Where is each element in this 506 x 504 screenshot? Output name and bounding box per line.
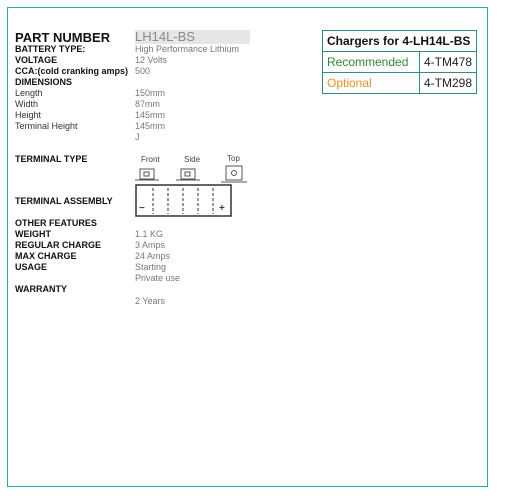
feature-value: Starting: [135, 262, 167, 272]
terminal-code: J: [135, 132, 140, 142]
part-number-row: [15, 30, 255, 44]
spec-label: CCA:(cold cranking amps): [15, 66, 129, 76]
spec-label: BATTERY TYPE:: [15, 44, 86, 54]
charger-type-recommended: Recommended: [323, 52, 420, 73]
terminal-top-icon: [221, 166, 247, 182]
spec-value: 12 Volts: [135, 55, 168, 65]
part-number-value: LH14L-BS: [135, 30, 250, 44]
chargers-title: Chargers for 4-LH14L-BS: [323, 31, 477, 52]
dimension-value: 150mm: [135, 88, 166, 98]
chargers-header-row: [323, 31, 477, 52]
negative-terminal-mark: −: [139, 203, 145, 214]
dimension-label: Width: [15, 99, 39, 109]
feature-value: 1.1 KG: [135, 229, 164, 239]
charger-code-link[interactable]: 4-TM298: [420, 73, 477, 94]
usage-extra-value: Private use: [135, 273, 181, 283]
dimension-value: 145mm: [135, 121, 166, 131]
terminal-side-caption: Side: [184, 155, 201, 164]
dimension-value: 87mm: [135, 99, 161, 109]
dimension-label: Height: [15, 110, 42, 120]
terminal-front-icon: [135, 169, 159, 180]
feature-value: 3 Amps: [135, 240, 166, 250]
dimension-value: 145mm: [135, 110, 166, 120]
dimension-label: Terminal Height: [15, 121, 78, 131]
warranty-value: 2 Years: [135, 296, 166, 306]
spec-label: DIMENSIONS: [15, 77, 73, 87]
spec-label: VOLTAGE: [15, 55, 58, 65]
spec-value: High Performance Lithium: [135, 44, 240, 54]
warranty-label: WARRANTY: [15, 284, 67, 294]
terminal-front-caption: Front: [141, 155, 160, 164]
charger-row: [323, 73, 477, 94]
feature-value: 24 Amps: [135, 251, 171, 261]
spec-sheet: [15, 29, 255, 306]
terminal-type-diagram: [133, 164, 253, 186]
dimension-label: Length: [15, 88, 43, 98]
feature-label: MAX CHARGE: [15, 251, 77, 261]
spec-value: 500: [135, 66, 151, 76]
feature-label: USAGE: [15, 262, 48, 272]
terminal-side-icon: [176, 169, 200, 180]
charger-code-link[interactable]: 4-TM478: [420, 52, 477, 73]
part-number-label: PART NUMBER: [15, 30, 111, 45]
positive-terminal-mark: +: [219, 203, 225, 214]
feature-label: REGULAR CHARGE: [15, 240, 102, 250]
terminal-assembly-label: TERMINAL ASSEMBLY: [15, 196, 113, 206]
chargers-table: [322, 30, 477, 94]
terminal-type-label: TERMINAL TYPE: [15, 154, 88, 164]
terminal-top-caption: Top: [227, 154, 240, 163]
feature-label: WEIGHT: [15, 229, 51, 239]
charger-type-optional: Optional: [323, 73, 420, 94]
charger-row: [323, 52, 477, 73]
feature-label: OTHER FEATURES: [15, 218, 97, 228]
